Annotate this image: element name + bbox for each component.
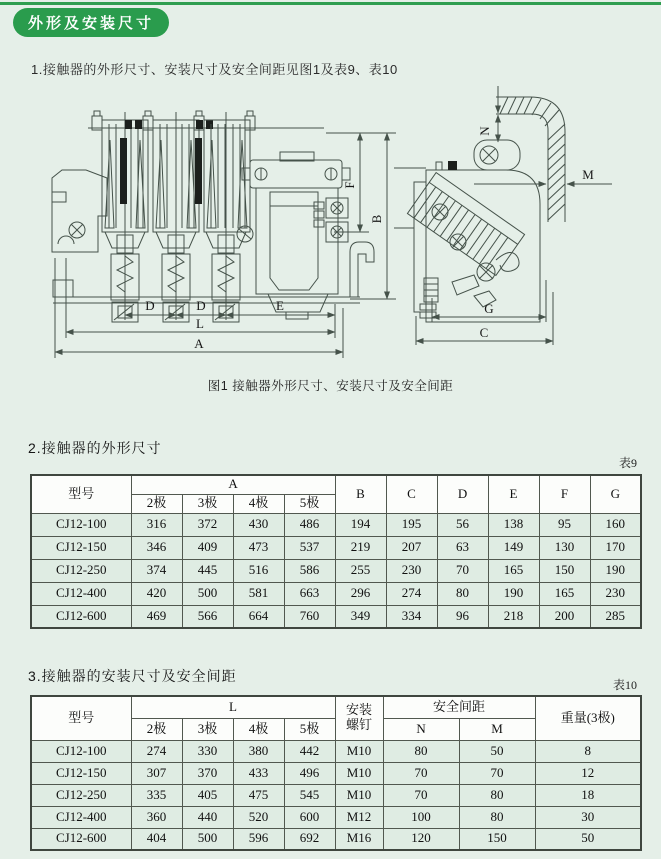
col-group-l: L xyxy=(131,696,335,718)
value-cell: 219 xyxy=(335,536,386,559)
section2-heading: 2.接触器的外形尺寸 xyxy=(28,440,162,456)
value-cell: 760 xyxy=(284,605,335,628)
value-cell: 70 xyxy=(383,784,459,806)
col-header-model: 型号 xyxy=(31,696,131,740)
value-cell: 440 xyxy=(182,806,233,828)
dim-label-n: N xyxy=(477,126,492,136)
value-cell: 100 xyxy=(383,806,459,828)
model-cell: CJ12-600 xyxy=(31,605,131,628)
value-cell: 537 xyxy=(284,536,335,559)
model-cell: CJ12-100 xyxy=(31,740,131,762)
dim-label-e: E xyxy=(276,298,284,313)
section-badge: 外形及安装尺寸 xyxy=(13,8,169,37)
value-cell: 663 xyxy=(284,582,335,605)
col-header-f: F xyxy=(539,475,590,513)
value-cell: 664 xyxy=(233,605,284,628)
table-row xyxy=(31,740,641,762)
mounting-table xyxy=(30,695,642,851)
dim-label-d1: D xyxy=(145,298,155,313)
value-cell: 160 xyxy=(590,513,641,536)
value-cell: 170 xyxy=(590,536,641,559)
value-cell: 520 xyxy=(233,806,284,828)
value-cell: 70 xyxy=(437,559,488,582)
value-cell: 442 xyxy=(284,740,335,762)
value-cell: 516 xyxy=(233,559,284,582)
col-header-c: C xyxy=(386,475,437,513)
table9-tag: 表9 xyxy=(618,456,637,470)
value-cell: 165 xyxy=(488,559,539,582)
value-cell: 475 xyxy=(233,784,284,806)
col-header-d: D xyxy=(437,475,488,513)
value-cell: 404 xyxy=(131,828,182,850)
col-group-a: A xyxy=(131,475,335,494)
dim-label-a: A xyxy=(194,336,204,351)
value-cell: 692 xyxy=(284,828,335,850)
value-cell: 12 xyxy=(535,762,641,784)
col-header-b: B xyxy=(335,475,386,513)
value-cell: 409 xyxy=(182,536,233,559)
value-cell: 581 xyxy=(233,582,284,605)
value-cell: 70 xyxy=(459,762,535,784)
value-cell: 56 xyxy=(437,513,488,536)
value-cell: 334 xyxy=(386,605,437,628)
dim-label-l: L xyxy=(196,316,204,331)
col-header-m: M xyxy=(459,718,535,740)
col-header-2p: 2极 xyxy=(131,718,182,740)
tilted-arc-chute xyxy=(407,173,524,276)
col-header-5p: 5极 xyxy=(284,494,335,513)
table-row xyxy=(31,605,641,628)
section3-heading: 3.接触器的安装尺寸及安全间距 xyxy=(28,668,237,684)
value-cell: 360 xyxy=(131,806,182,828)
table-row xyxy=(31,762,641,784)
value-cell: 195 xyxy=(386,513,437,536)
value-cell: M10 xyxy=(335,740,383,762)
value-cell: 500 xyxy=(182,828,233,850)
value-cell: 30 xyxy=(535,806,641,828)
spring-hook xyxy=(496,252,519,271)
model-cell: CJ12-400 xyxy=(31,582,131,605)
value-cell: 285 xyxy=(590,605,641,628)
value-cell: 165 xyxy=(539,582,590,605)
value-cell: 80 xyxy=(459,784,535,806)
model-cell: CJ12-100 xyxy=(31,513,131,536)
table-row xyxy=(31,784,641,806)
right-hook xyxy=(350,242,374,297)
value-cell: 330 xyxy=(182,740,233,762)
screw-label-line2: 螺钉 xyxy=(346,717,373,733)
model-cell: CJ12-400 xyxy=(31,806,131,828)
left-bracket xyxy=(52,170,107,252)
model-cell: CJ12-150 xyxy=(31,536,131,559)
dim-label-g: G xyxy=(484,301,494,316)
table-row xyxy=(31,806,641,828)
value-cell: 374 xyxy=(131,559,182,582)
value-cell: 405 xyxy=(182,784,233,806)
value-cell: 18 xyxy=(535,784,641,806)
value-cell: 95 xyxy=(539,513,590,536)
intro-text: 1.接触器的外形尺寸、安装尺寸及安全间距见图1及表9、表10 xyxy=(31,62,398,77)
value-cell: 194 xyxy=(335,513,386,536)
value-cell: 296 xyxy=(335,582,386,605)
value-cell: 274 xyxy=(131,740,182,762)
value-cell: 500 xyxy=(182,582,233,605)
value-cell: 307 xyxy=(131,762,182,784)
value-cell: 80 xyxy=(459,806,535,828)
model-cell: CJ12-250 xyxy=(31,784,131,806)
arc-chute-pole-3 xyxy=(204,120,250,232)
value-cell: 190 xyxy=(488,582,539,605)
value-cell: 380 xyxy=(233,740,284,762)
col-group-safety: 安全间距 xyxy=(383,696,535,718)
col-header-3p: 3极 xyxy=(182,494,233,513)
table-row xyxy=(31,536,641,559)
value-cell: M10 xyxy=(335,784,383,806)
value-cell: 370 xyxy=(182,762,233,784)
value-cell: M10 xyxy=(335,762,383,784)
value-cell: 120 xyxy=(383,828,459,850)
value-cell: 207 xyxy=(386,536,437,559)
dimensions-table xyxy=(30,474,642,629)
col-header-4p: 4极 xyxy=(233,718,284,740)
col-header-model: 型号 xyxy=(31,475,131,513)
value-cell: 433 xyxy=(233,762,284,784)
dim-label-c: C xyxy=(479,325,489,340)
value-cell: 486 xyxy=(284,513,335,536)
top-green-strip xyxy=(0,2,661,5)
table-row xyxy=(31,828,641,850)
wall-hatching xyxy=(496,97,565,222)
value-cell: 150 xyxy=(539,559,590,582)
value-cell: 50 xyxy=(459,740,535,762)
value-cell: 274 xyxy=(386,582,437,605)
value-cell: 372 xyxy=(182,513,233,536)
table-row xyxy=(31,582,641,605)
value-cell: 430 xyxy=(233,513,284,536)
table-row xyxy=(31,513,641,536)
value-cell: 473 xyxy=(233,536,284,559)
value-cell: 349 xyxy=(335,605,386,628)
value-cell: 80 xyxy=(383,740,459,762)
value-cell: 469 xyxy=(131,605,182,628)
dim-label-m: M xyxy=(582,167,594,182)
value-cell: 190 xyxy=(590,559,641,582)
model-cell: CJ12-600 xyxy=(31,828,131,850)
value-cell: 545 xyxy=(284,784,335,806)
table-row xyxy=(31,559,641,582)
figure-caption: 图1 接触器外形尺寸、安装尺寸及安全间距 xyxy=(207,379,454,393)
contactor-drawing-svg xyxy=(28,82,654,374)
value-cell: 230 xyxy=(590,582,641,605)
dim-label-d2: D xyxy=(196,298,206,313)
value-cell: 218 xyxy=(488,605,539,628)
value-cell: 335 xyxy=(131,784,182,806)
value-cell: 586 xyxy=(284,559,335,582)
value-cell: 150 xyxy=(459,828,535,850)
value-cell: 70 xyxy=(383,762,459,784)
value-cell: 138 xyxy=(488,513,539,536)
model-cell: CJ12-150 xyxy=(31,762,131,784)
value-cell: M16 xyxy=(335,828,383,850)
dim-label-f: F xyxy=(342,181,357,189)
value-cell: M12 xyxy=(335,806,383,828)
value-cell: 130 xyxy=(539,536,590,559)
value-cell: 96 xyxy=(437,605,488,628)
value-cell: 63 xyxy=(437,536,488,559)
value-cell: 149 xyxy=(488,536,539,559)
model-cell: CJ12-250 xyxy=(31,559,131,582)
value-cell: 316 xyxy=(131,513,182,536)
dim-label-b: B xyxy=(369,214,384,224)
col-header-screw xyxy=(335,696,383,740)
col-header-4p: 4极 xyxy=(233,494,284,513)
value-cell: 420 xyxy=(131,582,182,605)
value-cell: 200 xyxy=(539,605,590,628)
col-header-2p: 2极 xyxy=(131,494,182,513)
col-header-weight: 重量(3极) xyxy=(535,696,641,740)
value-cell: 600 xyxy=(284,806,335,828)
value-cell: 230 xyxy=(386,559,437,582)
table10-tag: 表10 xyxy=(612,678,637,692)
col-header-g: G xyxy=(590,475,641,513)
value-cell: 255 xyxy=(335,559,386,582)
figure-drawing xyxy=(28,82,654,374)
col-header-3p: 3极 xyxy=(182,718,233,740)
col-header-n: N xyxy=(383,718,459,740)
screw-label-line1: 安装 xyxy=(346,702,373,718)
col-header-e: E xyxy=(488,475,539,513)
value-cell: 566 xyxy=(182,605,233,628)
value-cell: 346 xyxy=(131,536,182,559)
value-cell: 8 xyxy=(535,740,641,762)
value-cell: 496 xyxy=(284,762,335,784)
coil-assembly xyxy=(237,152,350,319)
value-cell: 445 xyxy=(182,559,233,582)
value-cell: 596 xyxy=(233,828,284,850)
value-cell: 80 xyxy=(437,582,488,605)
value-cell: 50 xyxy=(535,828,641,850)
col-header-5p: 5极 xyxy=(284,718,335,740)
front-view xyxy=(52,111,374,322)
